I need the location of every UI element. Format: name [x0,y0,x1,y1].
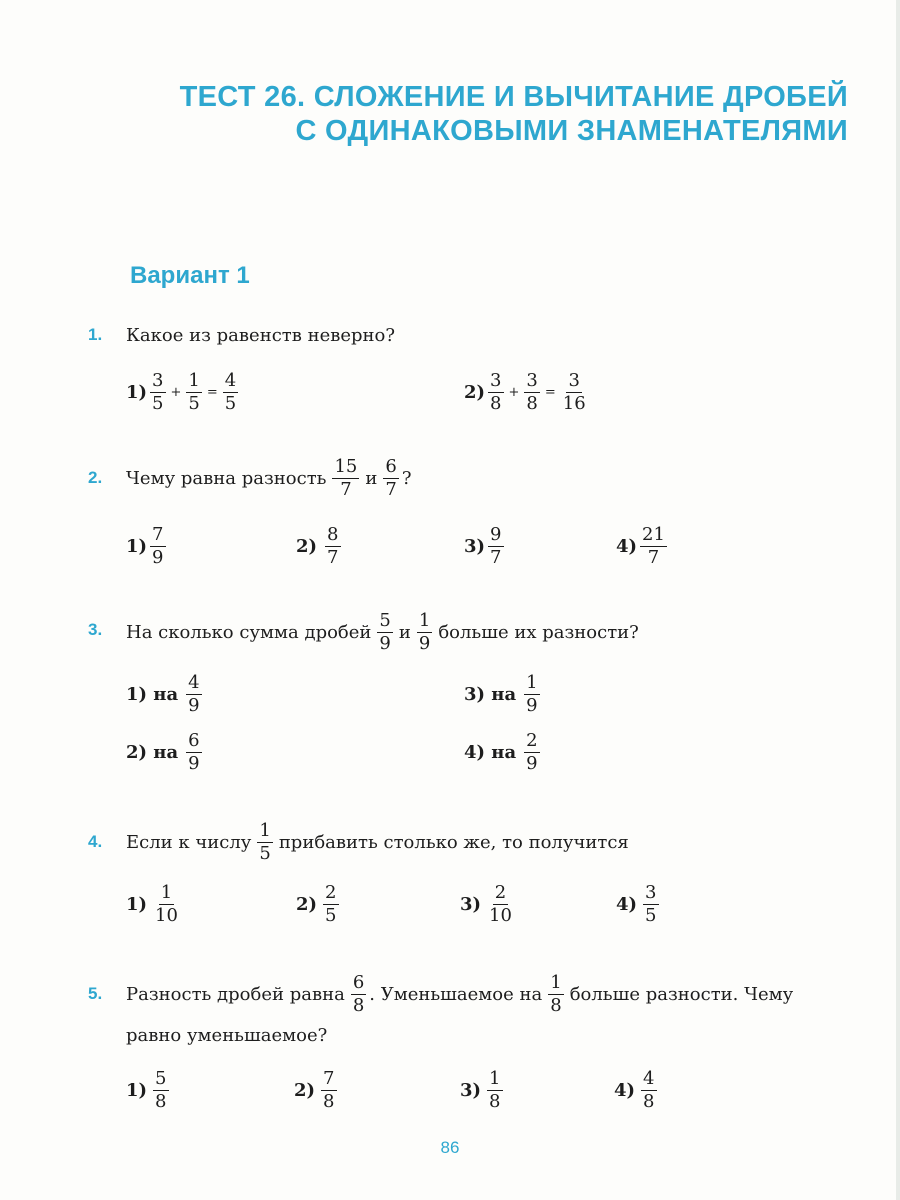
operator: = [206,385,218,400]
question-text: . Уменьшаемое на [369,983,543,1005]
option-label: 2) [464,382,486,403]
question-text: и [398,621,411,643]
fraction: $\frac{7}{8}$ [323,1068,335,1112]
option-label: 4) [616,536,638,557]
fraction: $\frac{5}{8}$ [155,1068,167,1112]
q5-option-1[interactable] [126,1070,172,1111]
q1-option-1[interactable] [126,372,241,413]
question-number-2: 2. [88,468,103,487]
fraction: $\frac{4}{8}$ [643,1068,655,1112]
fraction: $\frac{3}{5}$ [645,882,657,926]
q3-option-4[interactable] [464,732,543,773]
fraction: $\frac{6}{7}$ [385,456,397,500]
option-label: 3) [460,894,482,915]
q5-option-2[interactable] [294,1070,340,1111]
fraction: $\frac{1}{8}$ [489,1068,501,1112]
fraction: $\frac{21}{7}$ [642,524,665,568]
question-text: больше разности. Чему [569,983,794,1005]
q4-option-4[interactable] [616,884,662,925]
question-number-4: 4. [88,832,103,851]
question-1-text: Какое из равенств неверно? [126,325,396,346]
option-label: 4) [614,1080,636,1101]
question-text: прибавить столько же, то получится [278,831,629,853]
q3-option-3[interactable] [464,674,543,715]
question-number-1: 1. [88,325,103,344]
operator: + [170,385,182,400]
option-label: 2) [296,536,318,557]
question-number-5: 5. [88,984,103,1003]
test-title-line1: ТЕСТ 26. СЛОЖЕНИЕ И ВЫЧИТАНИЕ ДРОБЕЙ [179,81,848,113]
q2-option-1[interactable] [126,526,169,567]
q5-option-3[interactable] [460,1070,506,1111]
option-label: 1) [126,894,148,915]
fraction: $\frac{5}{9}$ [379,610,391,654]
question-text: Разность дробей равна [126,983,345,1005]
q2-option-4[interactable] [616,526,670,567]
option-label: 3) [464,536,486,557]
fraction: $\frac{6}{8}$ [352,972,365,1016]
q3-option-2[interactable] [126,732,205,773]
fraction: $\frac{1}{5}$ [188,370,200,414]
option-label: 3) [460,1080,482,1101]
question-text: Если к числу [126,831,252,853]
q3-option-1[interactable] [126,674,205,715]
test-title-line2: С ОДИНАКОВЫМИ ЗНАМЕНАТЕЛЯМИ [295,115,848,147]
question-text: ? [401,467,412,489]
fraction: $\frac{1}{9}$ [418,610,431,654]
q4-option-3[interactable] [460,884,517,925]
fraction: $\frac{3}{16}$ [562,370,586,414]
fraction: $\frac{3}{8}$ [490,370,502,414]
fraction: $\frac{6}{9}$ [188,730,200,774]
option-label: 1) на [126,684,179,705]
fraction: $\frac{2}{10}$ [489,882,512,926]
option-label: 1) [126,382,148,403]
fraction: $\frac{1}{5}$ [259,820,271,864]
fraction: $\frac{2}{9}$ [526,730,538,774]
q5-option-4[interactable] [614,1070,660,1111]
fraction: $\frac{4}{5}$ [224,370,237,414]
fraction: $\frac{2}{5}$ [325,882,337,926]
question-text: и [365,467,378,489]
q4-option-2[interactable] [296,884,342,925]
fraction: $\frac{1}{9}$ [526,672,538,716]
question-4-text [126,822,629,863]
fraction: $\frac{8}{7}$ [327,524,339,568]
question-5-text [126,974,793,1015]
question-3-text [126,612,639,653]
fraction: $\frac{3}{8}$ [526,370,538,414]
option-label: 4) [616,894,638,915]
fraction: $\frac{9}{7}$ [490,524,502,568]
option-label: 4) на [464,742,517,763]
option-label: 3) на [464,684,517,705]
q1-option-2[interactable] [464,372,591,413]
fraction: $\frac{7}{9}$ [152,524,164,568]
fraction: $\frac{4}{9}$ [188,672,200,716]
question-text: больше их разности? [438,621,639,643]
fraction: $\frac{3}{5}$ [152,370,164,414]
question-5-text-line2: равно уменьшаемое? [126,1025,328,1046]
page-edge [896,0,900,1200]
option-label: 1) [126,1080,148,1101]
question-2-text [126,458,411,499]
fraction: $\frac{15}{7}$ [334,456,358,500]
question-number-3: 3. [88,620,103,639]
option-label: 2) на [126,742,179,763]
operator: + [508,385,520,400]
operator: = [544,385,556,400]
fraction: $\frac{1}{8}$ [550,972,562,1016]
variant-heading: Вариант 1 [130,262,250,289]
option-label: 2) [296,894,318,915]
page-number: 86 [440,1138,460,1157]
fraction: $\frac{1}{10}$ [155,882,178,926]
question-text: На сколько сумма дробей [126,621,372,643]
question-text: Чему равна разность [126,467,327,489]
q4-option-1[interactable] [126,884,183,925]
q2-option-2[interactable] [296,526,344,567]
q2-option-3[interactable] [464,526,507,567]
option-label: 1) [126,536,148,557]
option-label: 2) [294,1080,316,1101]
